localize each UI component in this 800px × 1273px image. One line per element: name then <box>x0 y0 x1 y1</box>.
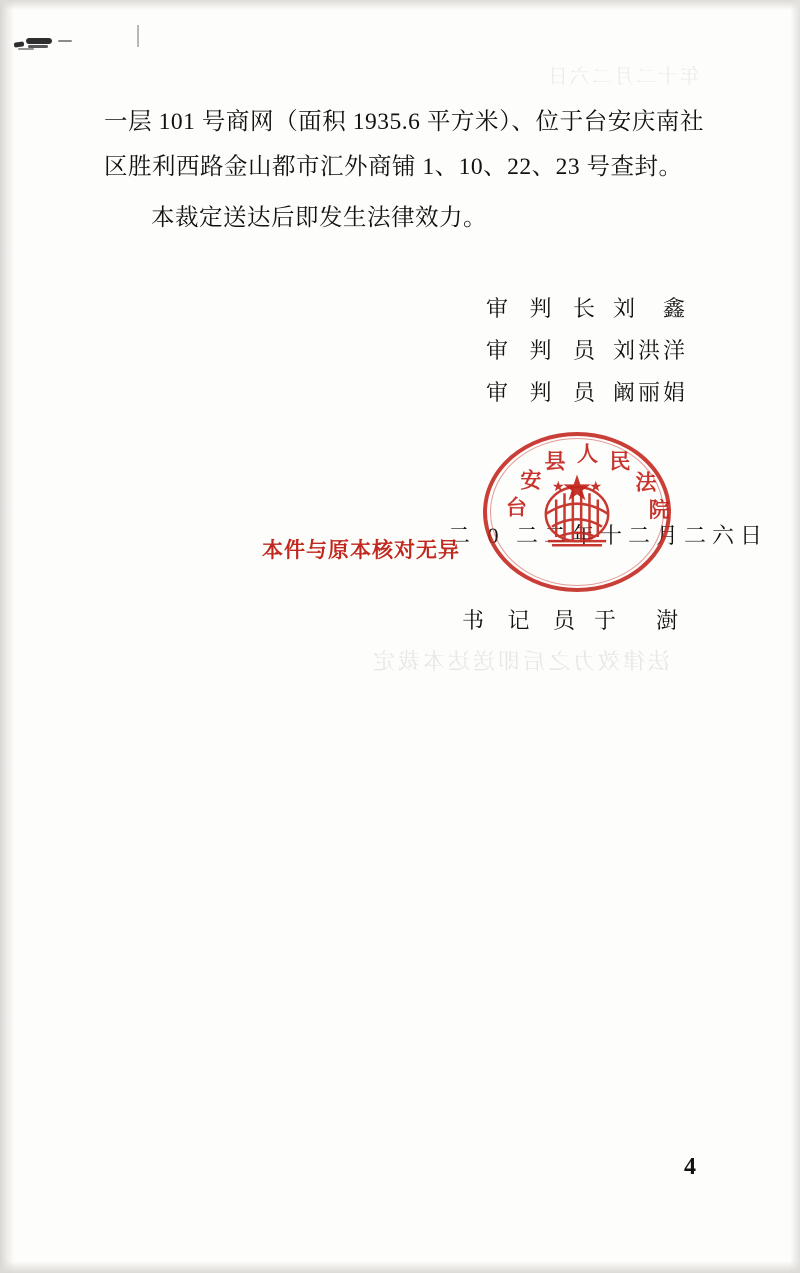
signature-name: 刘 鑫 <box>612 296 688 321</box>
scan-edge-shadow-right <box>790 0 800 1273</box>
signature-row-presiding-judge <box>486 288 688 330</box>
paragraph-property-seizure: 一层 101 号商网（面积 1935.6 平方米）、位于台安庆南社区胜利西路金山都市汇外商铺 1、10、22、23 号查封。 <box>104 109 704 180</box>
scan-artifact-tick <box>137 25 139 47</box>
document-date: 二 0 二二年十二月二六日 <box>448 523 769 548</box>
page-number: 4 <box>684 1154 696 1180</box>
clerk-name: 于 澍 <box>594 608 688 633</box>
signature-block <box>486 288 688 414</box>
document-body <box>104 100 704 247</box>
seal-circular-text: 台 安 县 人 民 法 院 <box>505 442 670 523</box>
signature-name: 刘洪洋 <box>612 338 688 363</box>
scan-edge-shadow-left <box>0 0 14 1273</box>
bleed-through-text: 法律效力之后即送达本裁定 <box>369 649 670 674</box>
scan-artifact-smudge <box>14 36 76 52</box>
signature-role: 审 判 员 <box>485 338 603 363</box>
signature-row-judge-2 <box>486 372 688 414</box>
official-court-seal <box>483 432 671 592</box>
signature-role: 审 判 员 <box>485 380 603 405</box>
clerk-role: 书 记 员 <box>462 608 585 633</box>
signature-row-judge-1 <box>486 330 688 372</box>
verification-stamp-text: 本件与原本核对无异 <box>262 538 460 562</box>
paragraph-effective-notice: 本裁定送达后即发生法律效力。 <box>151 205 487 231</box>
bleed-through-text-top: 年十二月二六日 <box>546 66 700 88</box>
clerk-signature-row <box>462 604 687 635</box>
signature-name: 阚丽娟 <box>612 380 688 405</box>
signature-role: 审 判 长 <box>485 296 603 321</box>
scan-edge-shadow-top <box>0 0 800 10</box>
scan-edge-shadow-bottom <box>0 1261 800 1273</box>
